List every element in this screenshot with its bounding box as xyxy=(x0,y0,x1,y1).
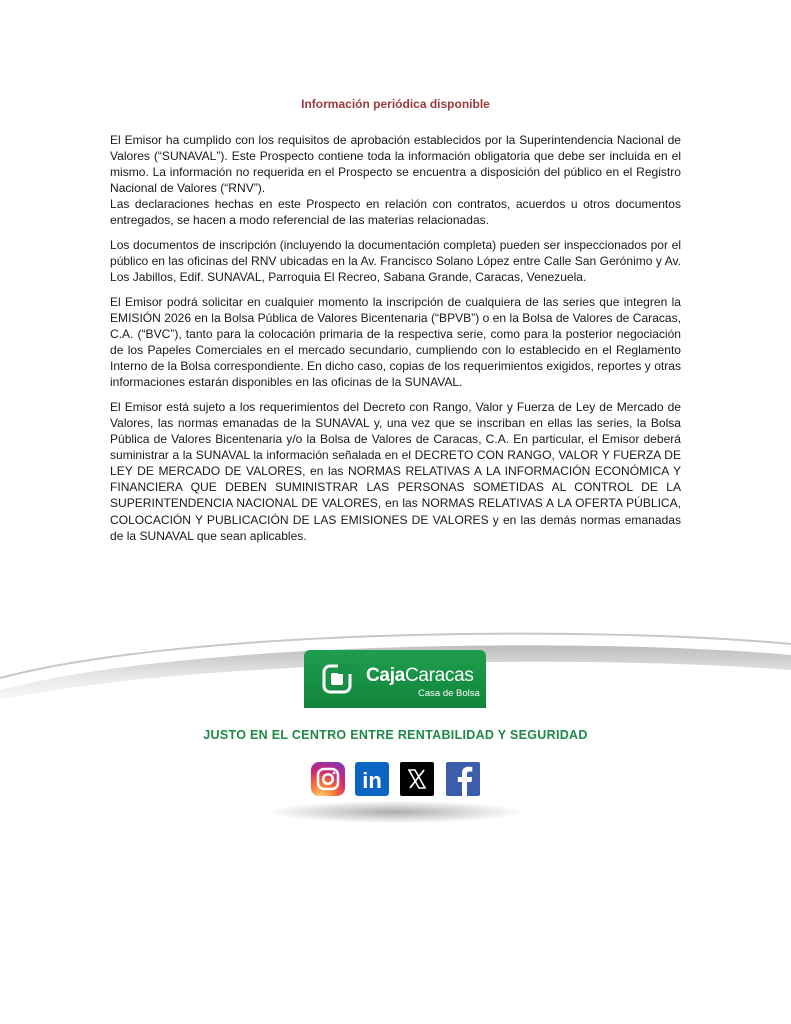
linkedin-icon[interactable] xyxy=(355,762,389,796)
paragraph: Los documentos de inscripción (incluyendo la documentación completa) pueden ser inspeccionados por el público en las oficinas del RNV ubicadas en la Av. Francisco Solano López entre Calle San Gerónimo y Av. Los Jabillos, Edif. SUNAVAL, Parroquia El Recreo, Sabana Grande, Caracas, Venezuela. xyxy=(110,238,681,285)
section-title: Información periódica disponible xyxy=(301,97,490,111)
paragraph: El Emisor ha cumplido con los requisitos de aprobación establecidos por la Superintendencia Nacional de Valores (“SUNAVAL”). Este Prospecto contiene toda la información obligatoria que debe ser incluida en el mismo. La información no requerida en el Prospecto se encuentra a disposición del público en el Registro Nacional de Valores (“RNV”). xyxy=(110,133,681,196)
svg-text:in: in xyxy=(362,768,382,793)
cajacaracas-logo xyxy=(304,650,486,708)
x-icon[interactable] xyxy=(400,762,434,796)
facebook-icon[interactable] xyxy=(446,762,480,796)
logo-subtitle: Casa de Bolsa xyxy=(418,688,480,699)
logo-name: CajaCaracas xyxy=(366,665,474,686)
icons-shadow xyxy=(268,801,522,823)
paragraph: El Emisor está sujeto a los requerimientos del Decreto con Rango, Valor y Fuerza de Ley de Mercado de Valores, las normas emanadas de la SUNAVAL y, una vez que se inscriban en ellas las series, la Bolsa Pública de Valores Bicentenaria y/o la Bolsa de Valores de Caracas, C.A. En particular, el Emisor deberá suministrar a la SUNAVAL la información señalada en el DECRETO CON RANGO, VALOR Y FUERZA DE LEY DE MERCADO DE VALORES, en las NORMAS RELATIVAS A LA INFORMACIÓN ECONÓMICA Y FINANCIERA QUE DEBEN SUMINISTRAR LAS PERSONAS SOMETIDAS AL CONTROL DE LA SUPERINTENDENCIA NACIONAL DE VALORES, en las NORMAS RELATIVAS A LA OFERTA PÚBLICA, COLOCACIÓN Y PUBLICACIÓN DE LAS EMISIONES DE VALORES y en las demás normas emanadas de la SUNAVAL que sean aplicables. xyxy=(110,399,681,543)
paragraph: El Emisor podrá solicitar en cualquier momento la inscripción de cualquiera de las series que integren la EMISIÓN 2026 en la Bolsa Pública de Valores Bicentenaria (“BPVB”) o en la Bolsa de Valores de Caracas, C.A. (“BVC”), tanto para la colocación primaria de la respectiva serie, como para la posterior negociación de los Papeles Comerciales en el mercado secundario, cumpliendo con lo establecido en el Reglamento Interno de la Bolsa correspondiente. En dicho caso, copias de los requerimientos exigidos, reportes y otras informaciones estarán disponibles en las oficinas de la SUNAVAL. xyxy=(110,294,681,390)
body-text xyxy=(110,132,681,552)
instagram-icon[interactable] xyxy=(311,762,345,796)
tagline: JUSTO EN EL CENTRO ENTRE RENTABILIDAD Y SEGURIDAD xyxy=(203,728,588,742)
logo-mark-icon xyxy=(322,664,352,694)
paragraph: Las declaraciones hechas en este Prospecto en relación con contratos, acuerdos u otros documentos entregados, se hacen a modo referencial de las materias relacionadas. xyxy=(110,197,681,228)
